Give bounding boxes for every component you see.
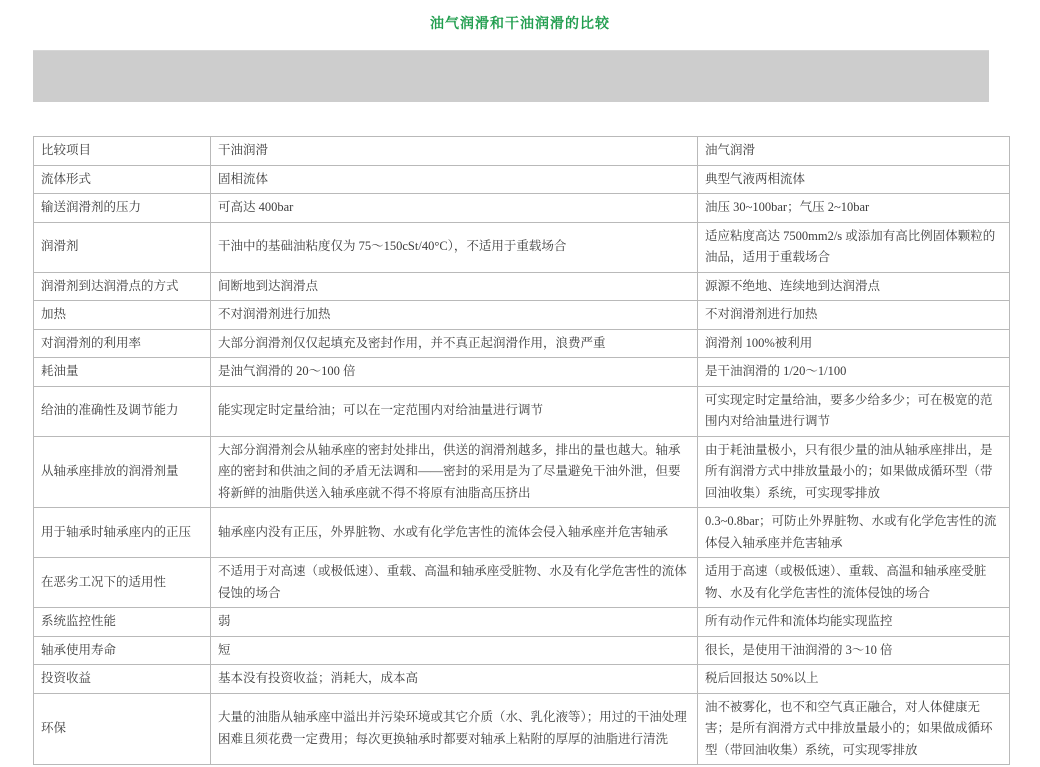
dry-oil-cell: 固相流体 [211,165,698,194]
oil-air-cell: 很长，是使用干油润滑的 3～10 倍 [698,636,1010,665]
table-row [34,436,1010,508]
row-label: 流体形式 [34,165,211,194]
row-label: 给油的准确性及调节能力 [34,386,211,436]
row-label: 在恶劣工况下的适用性 [34,558,211,608]
oil-air-cell: 源源不绝地、连续地到达润滑点 [698,272,1010,301]
row-label: 用于轴承时轴承座内的正压 [34,508,211,558]
row-label: 系统监控性能 [34,608,211,637]
dry-oil-cell: 大部分润滑剂会从轴承座的密封处排出，供送的润滑剂越多，排出的量也越大。轴承座的密封和供油之间的矛盾无法调和——密封的采用是为了尽量避免干油外泄，但要将新鲜的油脂供送入轴承座就不得不将原有油脂高压挤出 [211,436,698,508]
dry-oil-cell: 干油中的基础油粘度仅为 75～150cSt/40°C），不适用于重载场合 [211,222,698,272]
oil-air-cell: 适应粘度高达 7500mm2/s 或添加有高比例固体颗粒的油品，适用于重载场合 [698,222,1010,272]
row-label: 对润滑剂的利用率 [34,329,211,358]
row-label: 从轴承座排放的润滑剂量 [34,436,211,508]
oil-air-cell: 油不被雾化，也不和空气真正融合，对人体健康无害；是所有润滑方式中排放量最小的；如果做成循环型（带回油收集）系统，可实现零排放 [698,693,1010,765]
table-row [34,386,1010,436]
dry-oil-cell: 基本没有投资收益；消耗大，成本高 [211,665,698,694]
table-row [34,165,1010,194]
oil-air-cell: 由于耗油量极小，只有很少量的油从轴承座排出，是所有润滑方式中排放量最小的；如果做成循环型（带回油收集）系统，可实现零排放 [698,436,1010,508]
table-row [34,301,1010,330]
dry-oil-cell: 不对润滑剂进行加热 [211,301,698,330]
oil-air-cell: 典型气液两相流体 [698,165,1010,194]
table-row [34,608,1010,637]
oil-air-cell: 油压 30~100bar；气压 2~10bar [698,194,1010,223]
table-row [34,693,1010,765]
row-label: 润滑剂到达润滑点的方式 [34,272,211,301]
dry-oil-cell: 是油气润滑的 20～100 倍 [211,358,698,387]
oil-air-cell: 适用于高速（或极低速）、重载、高温和轴承座受脏物、水及有化学危害性的流体侵蚀的场合 [698,558,1010,608]
dry-oil-cell: 间断地到达润滑点 [211,272,698,301]
comparison-table [33,136,1010,765]
table-row [34,222,1010,272]
table-row [34,636,1010,665]
oil-air-cell: 是干油润滑的 1/20～1/100 [698,358,1010,387]
dry-oil-cell: 大部分润滑剂仅仅起填充及密封作用，并不真正起润滑作用，浪费严重 [211,329,698,358]
dry-oil-cell: 干油润滑 [211,137,698,166]
row-label: 投资收益 [34,665,211,694]
oil-air-cell: 税后回报达 50%以上 [698,665,1010,694]
oil-air-cell: 不对润滑剂进行加热 [698,301,1010,330]
table-row [34,194,1010,223]
table-row [34,508,1010,558]
table-row [34,137,1010,166]
oil-air-cell: 0.3~0.8bar；可防止外界脏物、水或有化学危害性的流体侵入轴承座并危害轴承 [698,508,1010,558]
oil-air-cell: 所有动作元件和流体均能实现监控 [698,608,1010,637]
row-label: 比较项目 [34,137,211,166]
dry-oil-cell: 能实现定时定量给油；可以在一定范围内对给油量进行调节 [211,386,698,436]
dry-oil-cell: 短 [211,636,698,665]
table-row [34,329,1010,358]
table-row [34,558,1010,608]
dry-oil-cell: 弱 [211,608,698,637]
row-label: 环保 [34,693,211,765]
row-label: 轴承使用寿命 [34,636,211,665]
row-label: 耗油量 [34,358,211,387]
dry-oil-cell: 大量的油脂从轴承座中溢出并污染环境或其它介质（水、乳化液等）；用过的干油处理困难且须花费一定费用；每次更换轴承时都要对轴承上粘附的厚厚的油脂进行清洗 [211,693,698,765]
gray-banner [33,50,989,102]
dry-oil-cell: 可高达 400bar [211,194,698,223]
row-label: 润滑剂 [34,222,211,272]
row-label: 加热 [34,301,211,330]
oil-air-cell: 润滑剂 100%被利用 [698,329,1010,358]
table-row [34,358,1010,387]
row-label: 输送润滑剂的压力 [34,194,211,223]
dry-oil-cell: 不适用于对高速（或极低速）、重载、高温和轴承座受脏物、水及有化学危害性的流体侵蚀的场合 [211,558,698,608]
table-row [34,272,1010,301]
oil-air-cell: 可实现定时定量给油，要多少给多少；可在极宽的范围内对给油量进行调节 [698,386,1010,436]
table-row [34,665,1010,694]
page-title: 油气润滑和干油润滑的比较 [430,15,610,31]
oil-air-cell: 油气润滑 [698,137,1010,166]
dry-oil-cell: 轴承座内没有正压，外界脏物、水或有化学危害性的流体会侵入轴承座并危害轴承 [211,508,698,558]
